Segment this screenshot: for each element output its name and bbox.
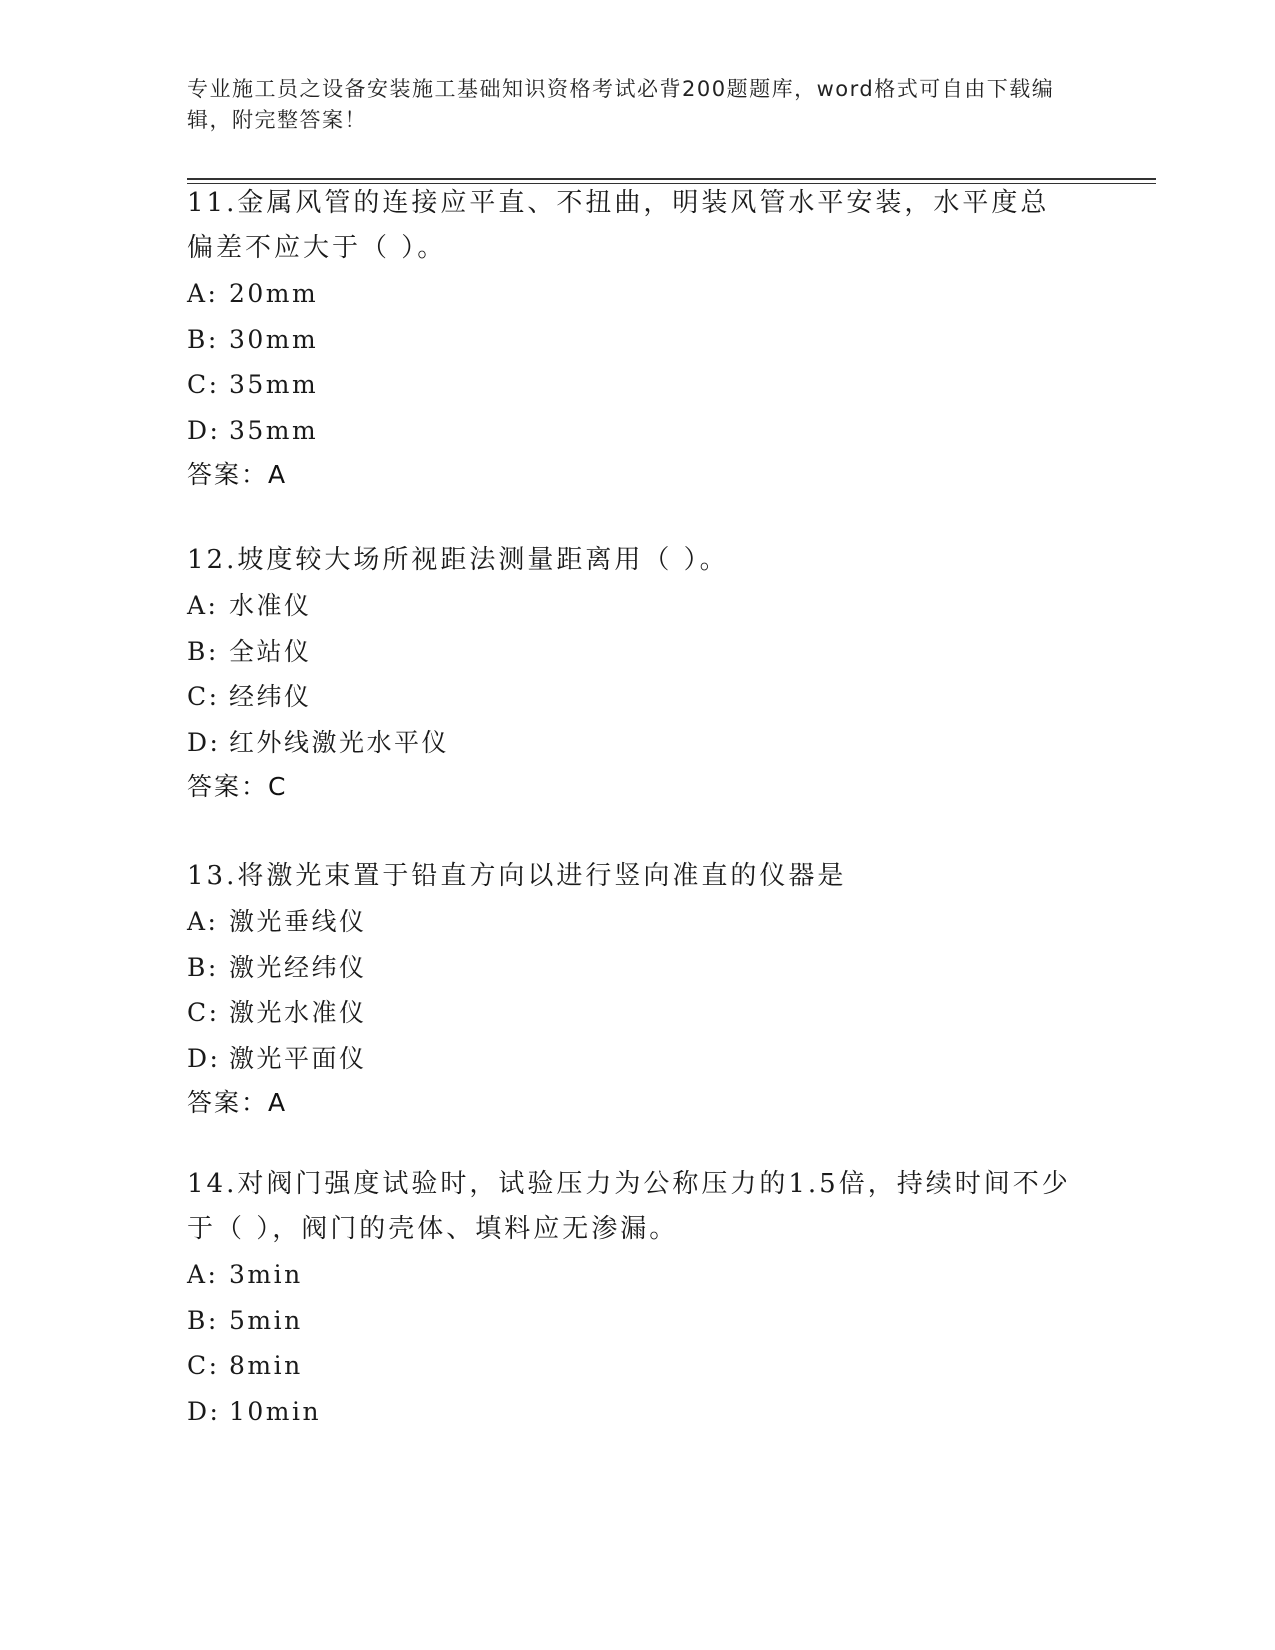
option-key: A: [187, 1260, 219, 1289]
answer-line: 答案：A [187, 460, 288, 489]
option-key: B: [187, 1305, 219, 1335]
option-a [187, 1252, 1077, 1298]
option-a [187, 583, 1077, 629]
option-d [187, 720, 1077, 766]
question-13 [187, 854, 1077, 1125]
option-text: 35mm [229, 370, 319, 399]
option-d [187, 1036, 1077, 1082]
question-stem: 14.对阀门强度试验时，试验压力为公称压力的1.5倍，持续时间不少于（ ），阀门的壳体、填料应无渗漏。 [187, 1169, 1071, 1244]
option-a [187, 271, 1077, 317]
option-text: 5min [229, 1305, 303, 1335]
option-text: 30mm [229, 324, 319, 354]
option-key: A: [187, 591, 219, 620]
option-d [187, 408, 1077, 454]
option-text: 经纬仪 [229, 682, 312, 711]
option-d [187, 1389, 1077, 1435]
option-key: A: [187, 907, 219, 936]
question-stem: 12.坡度较大场所视距法测量距离用（ ）。 [187, 545, 729, 575]
option-text: 10min [229, 1396, 322, 1426]
option-key: B: [187, 636, 219, 666]
question-14 [187, 1162, 1077, 1434]
option-text: 35mm [229, 415, 319, 445]
option-text: 全站仪 [229, 636, 312, 666]
answer-line: 答案：C [187, 772, 288, 801]
question-stem: 13.将激光束置于铅直方向以进行竖向准直的仪器是 [187, 861, 847, 891]
header-divider-thick [187, 178, 1156, 180]
option-key: A: [187, 279, 219, 308]
option-key: D: [187, 1396, 221, 1426]
option-b [187, 1298, 1077, 1344]
option-b [187, 945, 1077, 991]
option-key: C: [187, 370, 220, 399]
option-a [187, 899, 1077, 945]
option-key: B: [187, 324, 219, 354]
option-text: 20mm [229, 279, 319, 308]
option-text: 激光垂线仪 [229, 907, 367, 936]
option-key: D: [187, 727, 221, 757]
option-b [187, 629, 1077, 675]
option-key: C: [187, 998, 220, 1027]
option-text: 激光水准仪 [229, 998, 367, 1027]
option-key: C: [187, 1351, 220, 1380]
option-text: 激光平面仪 [229, 1043, 367, 1073]
question-stem: 11.金属风管的连接应平直、不扭曲，明装风管水平安装，水平度总偏差不应大于（ ）。 [187, 188, 1050, 263]
option-text: 激光经纬仪 [229, 952, 367, 982]
question-12 [187, 538, 1077, 809]
document-header-note: 专业施工员之设备安装施工基础知识资格考试必背200题题库，word格式可自由下载编辑，附完整答案！ [187, 77, 1055, 132]
answer-line: 答案：A [187, 1088, 288, 1117]
option-c [187, 1343, 1077, 1389]
option-text: 水准仪 [229, 591, 312, 620]
option-c [187, 990, 1077, 1036]
option-c [187, 674, 1077, 720]
question-11 [187, 181, 1077, 497]
option-text: 3min [229, 1260, 303, 1289]
option-key: B: [187, 952, 219, 982]
option-c [187, 362, 1077, 408]
option-key: D: [187, 1043, 221, 1073]
option-key: D: [187, 415, 221, 445]
option-text: 红外线激光水平仪 [229, 727, 450, 757]
option-key: C: [187, 682, 220, 711]
option-text: 8min [229, 1351, 303, 1380]
option-b [187, 317, 1077, 363]
